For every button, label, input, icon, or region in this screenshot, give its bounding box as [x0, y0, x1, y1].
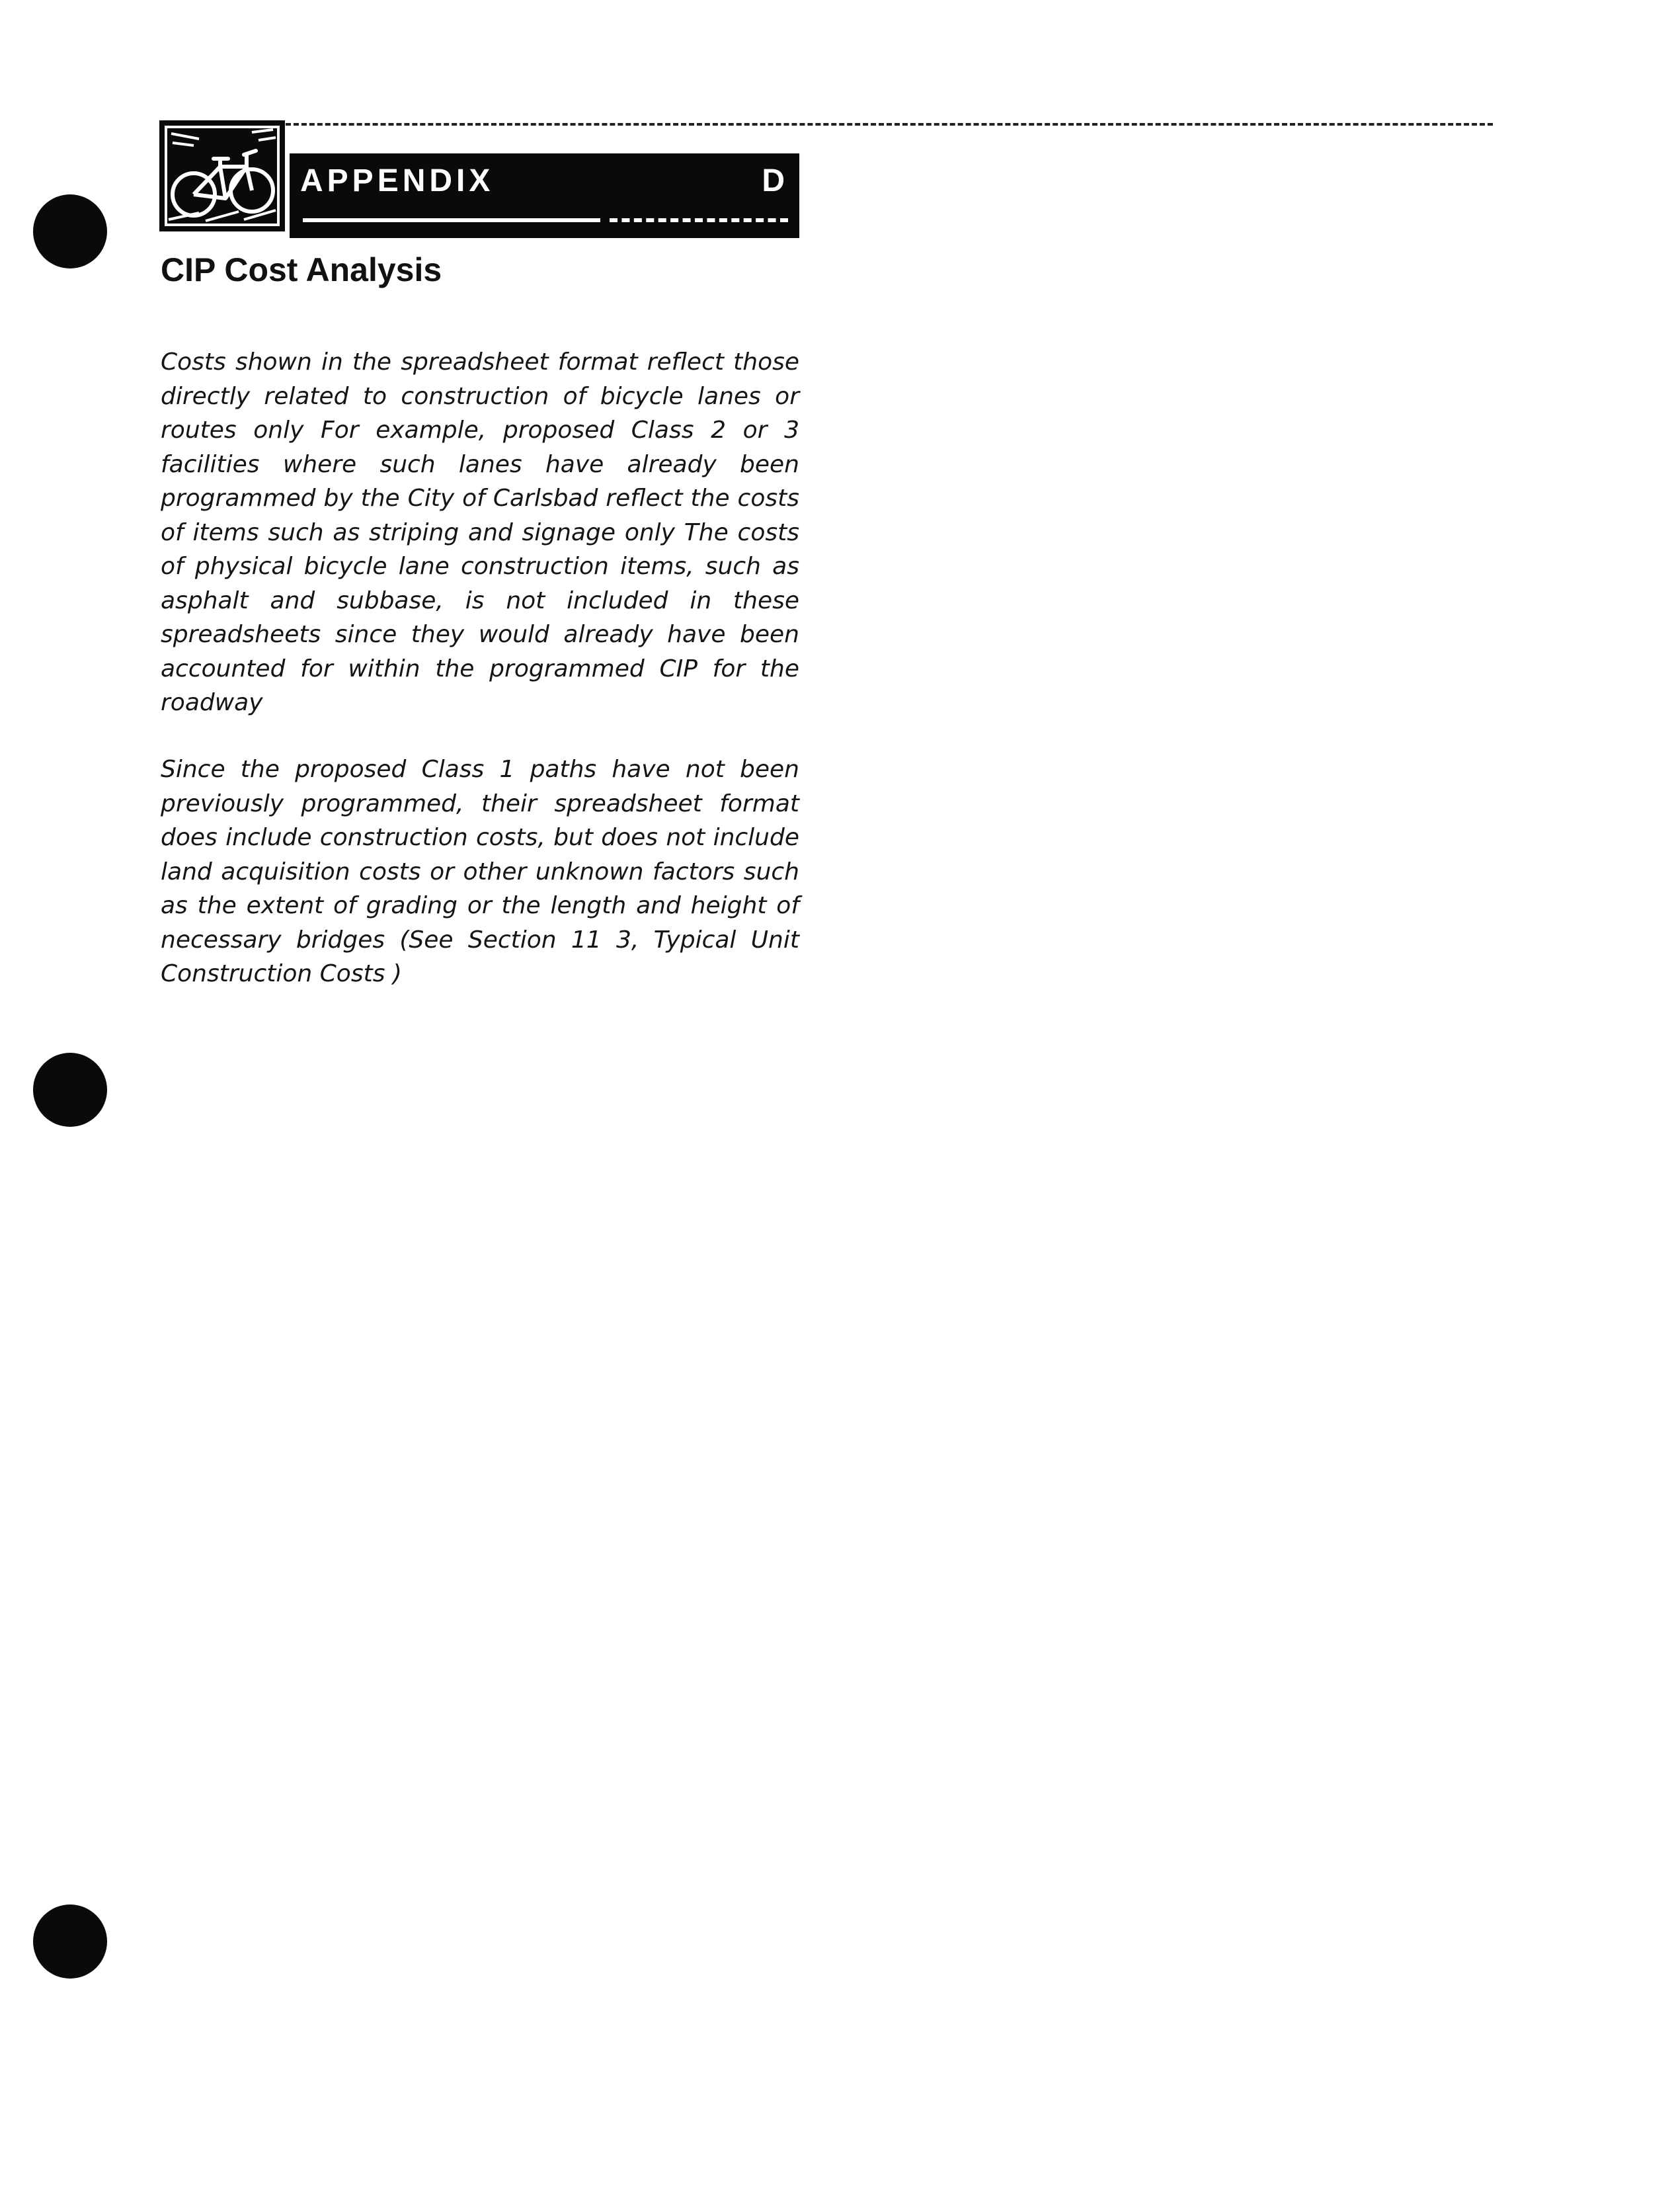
body-paragraph-2: Since the proposed Class 1 paths have not been previously programmed, their spreadsheet format does include construction costs, but does not include land acquisition costs or other unknown factors such as the extent of grading or the length and height of necessary bridges (See Section 11 3, Typical Unit Construction Costs ) [161, 756, 799, 987]
banner-dashed-rule [610, 218, 788, 222]
appendix-banner [290, 153, 799, 238]
appendix-label: APPENDIX [300, 163, 495, 198]
punch-hole-bottom [33, 1905, 107, 1979]
banner-solid-rule [303, 218, 600, 222]
punch-hole-middle [33, 1053, 107, 1127]
section-title: CIP Cost Analysis [161, 251, 442, 288]
punch-hole-top [33, 194, 107, 268]
appendix-letter: D [762, 163, 785, 198]
body-paragraph-1: Costs shown in the spreadsheet format reflect those directly related to construction of bicycle lanes or routes only For example, proposed Class 2 or 3 facilities where such lanes have already been programmed by the City of Carlsbad reflect the costs of items such as striping and signage only The costs of physical bicycle lane construction items, such as asphalt and subbase, is not included in these spreadsheets since they would already have been accounted for within the programmed CIP for the roadway [161, 348, 799, 716]
bicycle-icon [159, 120, 285, 231]
header-dashed-rule [286, 123, 1493, 126]
